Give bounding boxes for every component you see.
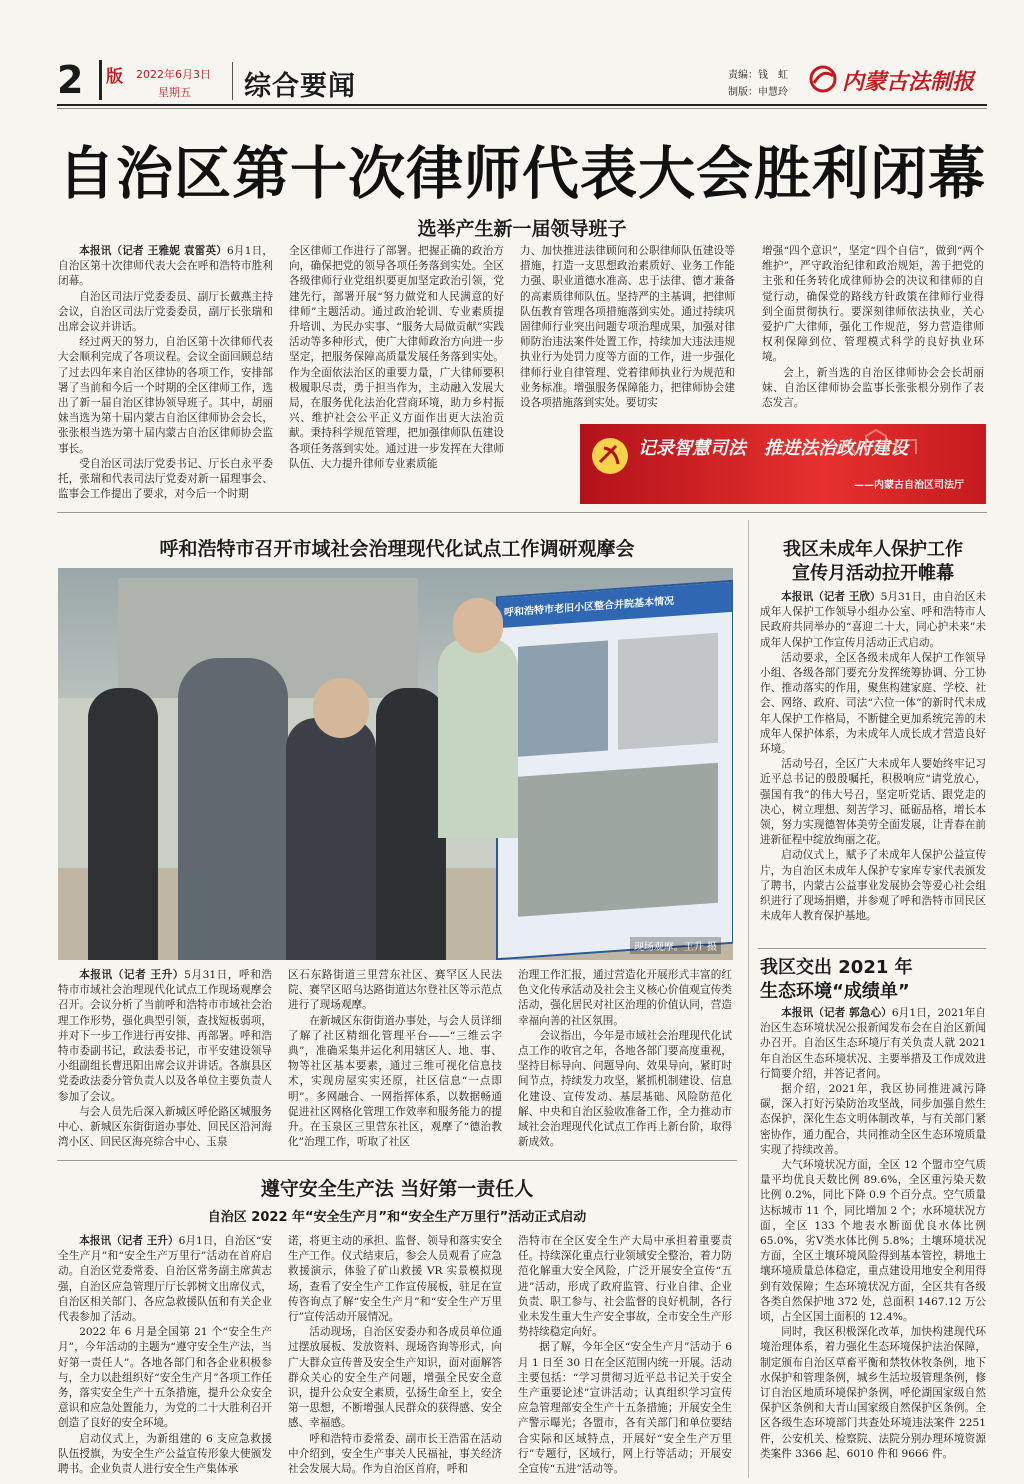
photo-caption: 现场观摩。王升 摄 bbox=[630, 937, 721, 954]
lead-col-1: 本报讯（记者 王雅妮 袁雷英）6月1日，自治区第十次律师代表大会在呼和浩特市胜利闭幕。 自治区司法厅党委委员、副厅长戴燕主持会议，自治区司法厅党委委员，副厅长张瑞和出席会议并讲话。 经过两天的努力，自治区第十次律师代表大会顺利完成了各项议程。会议全面回顾总结了过去四年来自治区律协的各项工作，安排部署了当前和今后一个时期的全区律师工作，选出了新一届自治区律协领导班子。其中，胡丽妹当选为第十届内蒙古自治区律师协会会长，张张根当选为第十届内蒙古自治区律师协会监事长。 受自治区司法厅党委书记、厅长白永平委托，张瑞和代表司法厅党委对新一届理事会、监事会工作提出了要求，对今后一个时期 bbox=[58, 245, 273, 501]
editor-credit: 责编：钱 虹 bbox=[728, 70, 788, 81]
lead-headline: 自治区第十次律师代表大会胜利闭幕 bbox=[58, 141, 986, 207]
layout-credit: 制版：申慧玲 bbox=[728, 87, 788, 98]
banner-credit: ——内蒙古自治区司法厅 bbox=[854, 480, 964, 491]
safety-headline: 遵守安全生产法 当好第一责任人 bbox=[260, 1178, 534, 1200]
safety-col-3: 浩特市在全区安全生产大局中承担着重要责任。持续深化重点行业领域安全整治，着力防范化解重大安全风险，广泛开展安全宣传“五进”活动，形成了政府监管、行业自律、企业负责、职工参与、社会监督的良好机制，各行业未发生重大生产安全事故，全市安全生产形势持续稳定向好。 据了解，今年全区“安全生产月”活动于 6 月 1 日至 30 日在全区范围内统一开展。活动主要包括：“学习贯彻习近平总书记关于安全生产重要论述”宣讲活动；认真组织学习宣传应急管理部安全生产十五条措施；开展安全生产警示曝光；各盟市，各有关部门和单位要结合实际和区域特点，开展好“安全生产万里行”专题行，区域行，网上行等活动；开展安全宣传“五进”活动等。 bbox=[518, 1235, 732, 1476]
promo-banner bbox=[580, 424, 986, 504]
banner-slogan: 记录智慧司法 推进法治政府建设 bbox=[638, 438, 908, 459]
section-divider bbox=[232, 62, 233, 100]
masthead-logo: 内蒙古法制报 bbox=[808, 62, 990, 96]
issue-weekday: 星期五 bbox=[158, 86, 191, 99]
safety-col-2: 诺，将更主动的承担、监督、领导和落实安全生产工作。仪式结束后，参会人员观看了应急救援演示，体验了矿山救援 VR 实景模拟现场，查看了安全生产工作宣传展板，驻足在宣传咨询点了解“安全生产月”和“安全生产万里行”宣传活动开展情况。 活动现场，自治区安委办和各成员单位通过摆放展板、发放资料、现场咨询等形式，向广大群众宣传普及安全生产知识，面对面解答群众关心的安全生产问题，增强全民安全意识，提升公众安全素质，弘扬生命至上，安全第一思想，不断增强人民群众的获得感、安全感、幸福感。 呼和浩特市委常委、副市长王浩雷在活动中介绍到，安全生产事关人民福祉，事关经济社会发展大局。作为自治区首府，呼和 bbox=[288, 1235, 502, 1476]
lead-col-2: 全区律师工作进行了部署。把握正确的政治方向，确保把党的领导各项任务落到实处。全区各级律师行业党组织要更加坚定政治引领，党建先行，部署开展“努力做党和人民满意的好律师”主题活动。通过政治轮训、专业素质提升培训、为民办实事、“服务大局做贡献”实践活动等多种形式，使广大律师政治方向进一步坚定，把服务保障高质量发展任务落到实处。作为全面依法治区的重要力量，广大律师要积极履职尽责，勇于担当作为，主动融入发展大局，在服务优化法治化营商环境，助力乡村振兴、维护社会公平正义方面作出更大法治贡献。秉持科学规范管理，把加强律师队伍建设各项任务落到实处。通过进一步发挥在大律师队伍、大力提升律师专业素质能 bbox=[289, 245, 504, 470]
hohhot-col-3: 治理工作汇报，通过营造化开展形式丰富的红色文化传承活动及社会主义核心价值观宣传类活动，强化居民对社区治理的价值认同，营造幸福向善的社区氛围。 会议指出，今年是市域社会治理现代化试点工作的收官之年，各地各部门要高度重视，坚持目标导向、问题导向、效果导向，紧盯时间节点，持续发力攻坚，紧抓机制建设、信息化建设、宣传发动、基层基础、风险防范化解、中央和自治区验收准备工作，全力推动市域社会治理现代化试点工作再上新台阶，取得新成效。 bbox=[518, 969, 732, 1149]
hohhot-col-1: 本报讯（记者 王升）5月31日，呼和浩特市市域社会治理现代化试点工作现场观摩会召开。会议分析了当前呼和浩特市市域社会治理工作形势，强化典型引领，查找短板弱项，并对下一步工作进行再安排、再部署。呼和浩特市委副书记，政法委书记，市平安建设领导小组副组长曹迅阳出席会议并讲话。各旗县区党委政法委分管负责人以及各单位主要负责人参加了会议。 与会人员先后深入新城区呼伦路区城服务中心、新城区东街街道办事处、回民区沿河海湾小区、回民区海亮综合中心、玉泉 bbox=[58, 969, 272, 1149]
photo-field-visit bbox=[58, 568, 733, 960]
hohhot-headline: 呼和浩特市召开市域社会治理现代化试点工作调研观摩会 bbox=[159, 538, 635, 560]
lead-col-4: 增强“四个意识”，坚定“四个自信”，做到“两个维护”，严守政治纪律和政治规矩，善于把党的主张和任务转化成律师协会的决议和律师的自觉行动，确保党的路线方针政策在律师行业得到全面贯彻执行。要深刻律师依法执业，关心爱护广大律师，强化工作规范，努力营造律师权利保障到位、管理模式科学的良好执业环境。 会上，新当选的自治区律师协会会长胡丽妹、自治区律师协会监事长张张根分别作了表态发言。 bbox=[762, 245, 984, 410]
hohhot-col-2: 区石东路街道三里营东社区、赛罕区人民法院、赛罕区昭乌达路街道达尔登社区等示范点进行了现场观摩。 在新城区东街街道办事处，与会人员详细了解了社区精细化管理平台——“三维云字典”，准确采集并运化利用辖区人、地、事、物等社区基本要素，通过三维可视化信息技术，实现房屋实实还原，社区信息“一点即明”。多网融合、一网指挥体系，以数据畅通促进社区网格化管理工作效率和服务能力的提升。在玉泉区三里营东社区，观摩了“德治教化”治理工作，听取了社区 bbox=[288, 969, 502, 1149]
minors-headline: 我区未成年人保护工作 宣传月活动拉开帷幕 bbox=[783, 539, 963, 584]
page-number: 2 bbox=[57, 60, 102, 100]
safety-col-1: 本报讯（记者 王升）6月1日，自治区“安全生产月”和“安全生产万里行”活动在首府启动。自治区党委常委、自治区常务副主席黄志强，自治区应急管理厅厅长郭树文出席仪式，自治区相关部门、各应急救援队伍和有关企业代表参加了活动。 2022 年 6 月是全国第 21 个“安全生产月”，今年活动的主题为“遵守安全生产法，当好第一责任人”。各地各部门和各企业积极参与，全力以赴组织好“安全生产月”各项工作任务，落实安全生产十五条措施，提升公众安全意识和应急处置能力，为党的二十大胜利召开创造了良好的安全环境。 启动仪式上，为新组建的 6 支应急救援队伍授旗，为安全生产公益宣传形象大使颁发聘书。企业负责人进行安全生产集体承 bbox=[58, 1235, 272, 1476]
safety-subheadline: 自治区 2022 年“安全生产月”和“安全生产万里行”活动正式启动 bbox=[207, 1210, 587, 1225]
section-name: 综合要闻 bbox=[244, 71, 356, 102]
party-emblem-icon bbox=[590, 436, 630, 476]
ecology-headline: 我区交出 2021 年 生态环境“成绩单” bbox=[760, 957, 913, 1002]
ban-label: 版 bbox=[106, 67, 123, 87]
lead-col-3: 力、加快推进法律顾问和公职律师队伍建设等措施，打造一支思想政治素质好、业务工作能力强、职业道德水准高、忠于法律、德才兼备的高素质律师队伍。坚持严的主基调，把律师队伍教育管理各项措施落到实处。通过持续巩固律师行业突出问题专项治理成果，加强对律师防治违法案件处置工作，持续加大违法违规执业行为处罚力度等方面的工作，进一步强化律师行业自律管理、党着律师执业行为规范和业务标准。增强服务保障能力，把律师协会建设各项措施落到实处。要切实 bbox=[520, 245, 735, 410]
display-board bbox=[496, 580, 733, 960]
board-title: 呼和浩特市老旧小区整合并院基本情况 bbox=[504, 595, 674, 619]
minors-body: 本报讯（记者 王欣）5月31日，由自治区未成年人保护工作领导小组办公室、呼和浩特市人民政府共同举办的“喜迎二十大，同心护未来”未成年人保护工作宣传月活动正式启动。 活动要求，全区各级未成年人保护工作领导小组、各级各部门要充分发挥统筹协调、分工协作、推动落实的作用，聚焦构建家庭、学校、社会、网络、政府、司法“六位一体”的新时代未成年人保护工作格局，不断健全更加系统完善的未成年人保护体系，为未成年人成长成才营造良好环境。 活动号召，全区广大未成年人要始终牢记习近平总书记的殷殷嘱托，积极响应“请党放心，强国有我”的伟大号召，坚定听党话、跟党走的决心，树立理想、刻苦学习、砥砺品格，增长本领，努力实现德智体美劳全面发展，让青春在前进新征程中绽放绚丽之花。 启动仪式上，赋予了未成年人保护公益宣传片，为自治区未成年人保护专家库专家代表颁发了聘书，内蒙古公益事业发展协会等爱心社会组织进行了现场捐赠，并参观了呼和浩特市回民区未成年人教育保护基地。 bbox=[760, 591, 986, 923]
building-silhouette-icon bbox=[836, 424, 956, 454]
ecology-body: 本报讯（记者 郭急心）6月1日，2021年自治区生态环境状况公报新闻发布会在自治区新闻办召开。自治区生态环境厅有关负责人就 2021 年自治区生态环境状况、主要举措及工作成效进行简要介绍，并答记者问。 据介绍，2021年，我区协同推进减污降碳，深入打好污染防治攻坚战，同步加强自然生态保护，深化生态文明体制改革，与有关部门紧密协作，通力配合，共同推动全区生态环境质量实现了持续改善。 大气环境状况方面，全区 12 个盟市空气质量平均优良天数比例 89.6%，全区重污染天数比例 0.2%，同比下降 0.9 个百分点。空气质量达标城市 11 个，同比增加 2 个；水环境状况方面，全区 133 个地表水断面优良水体比例 65.0%，劣Ⅴ类水体比例 5.8%；土壤环境状况方面，全区土壤环境风险得到基本管控，耕地土壤环境质量总体稳定，重点建设用地安全利用得到有效保障；生态环境状况方面，全区共有各级各类自然保护地 372 处，总面积 1467.12 万公顷，占全区国土面积的 12.4%。 同时，我区积极深化改革，加快构建现代环境治理体系，着力强化生态环境保护法治保障，制定颁布自治区草畜平衡和禁牧休牧条例，地下水保护和管理条例，城乡生活垃圾管理条例，修订自治区地质环境保护条例，呼伦湖国家级自然保护区条例和大青山国家级自然保护区条例。全区各级生态环境部门共查处环境违法案件 2251 件，公安机关、检察院、法院分别办理环境资源类案件 3366 起、6010 件和 9666 件。 bbox=[760, 1007, 986, 1460]
issue-date: 2022年6月3日 bbox=[136, 68, 211, 81]
lead-subheadline: 选举产生新一届领导班子 bbox=[417, 218, 627, 240]
masthead-emblem-icon bbox=[808, 64, 838, 94]
